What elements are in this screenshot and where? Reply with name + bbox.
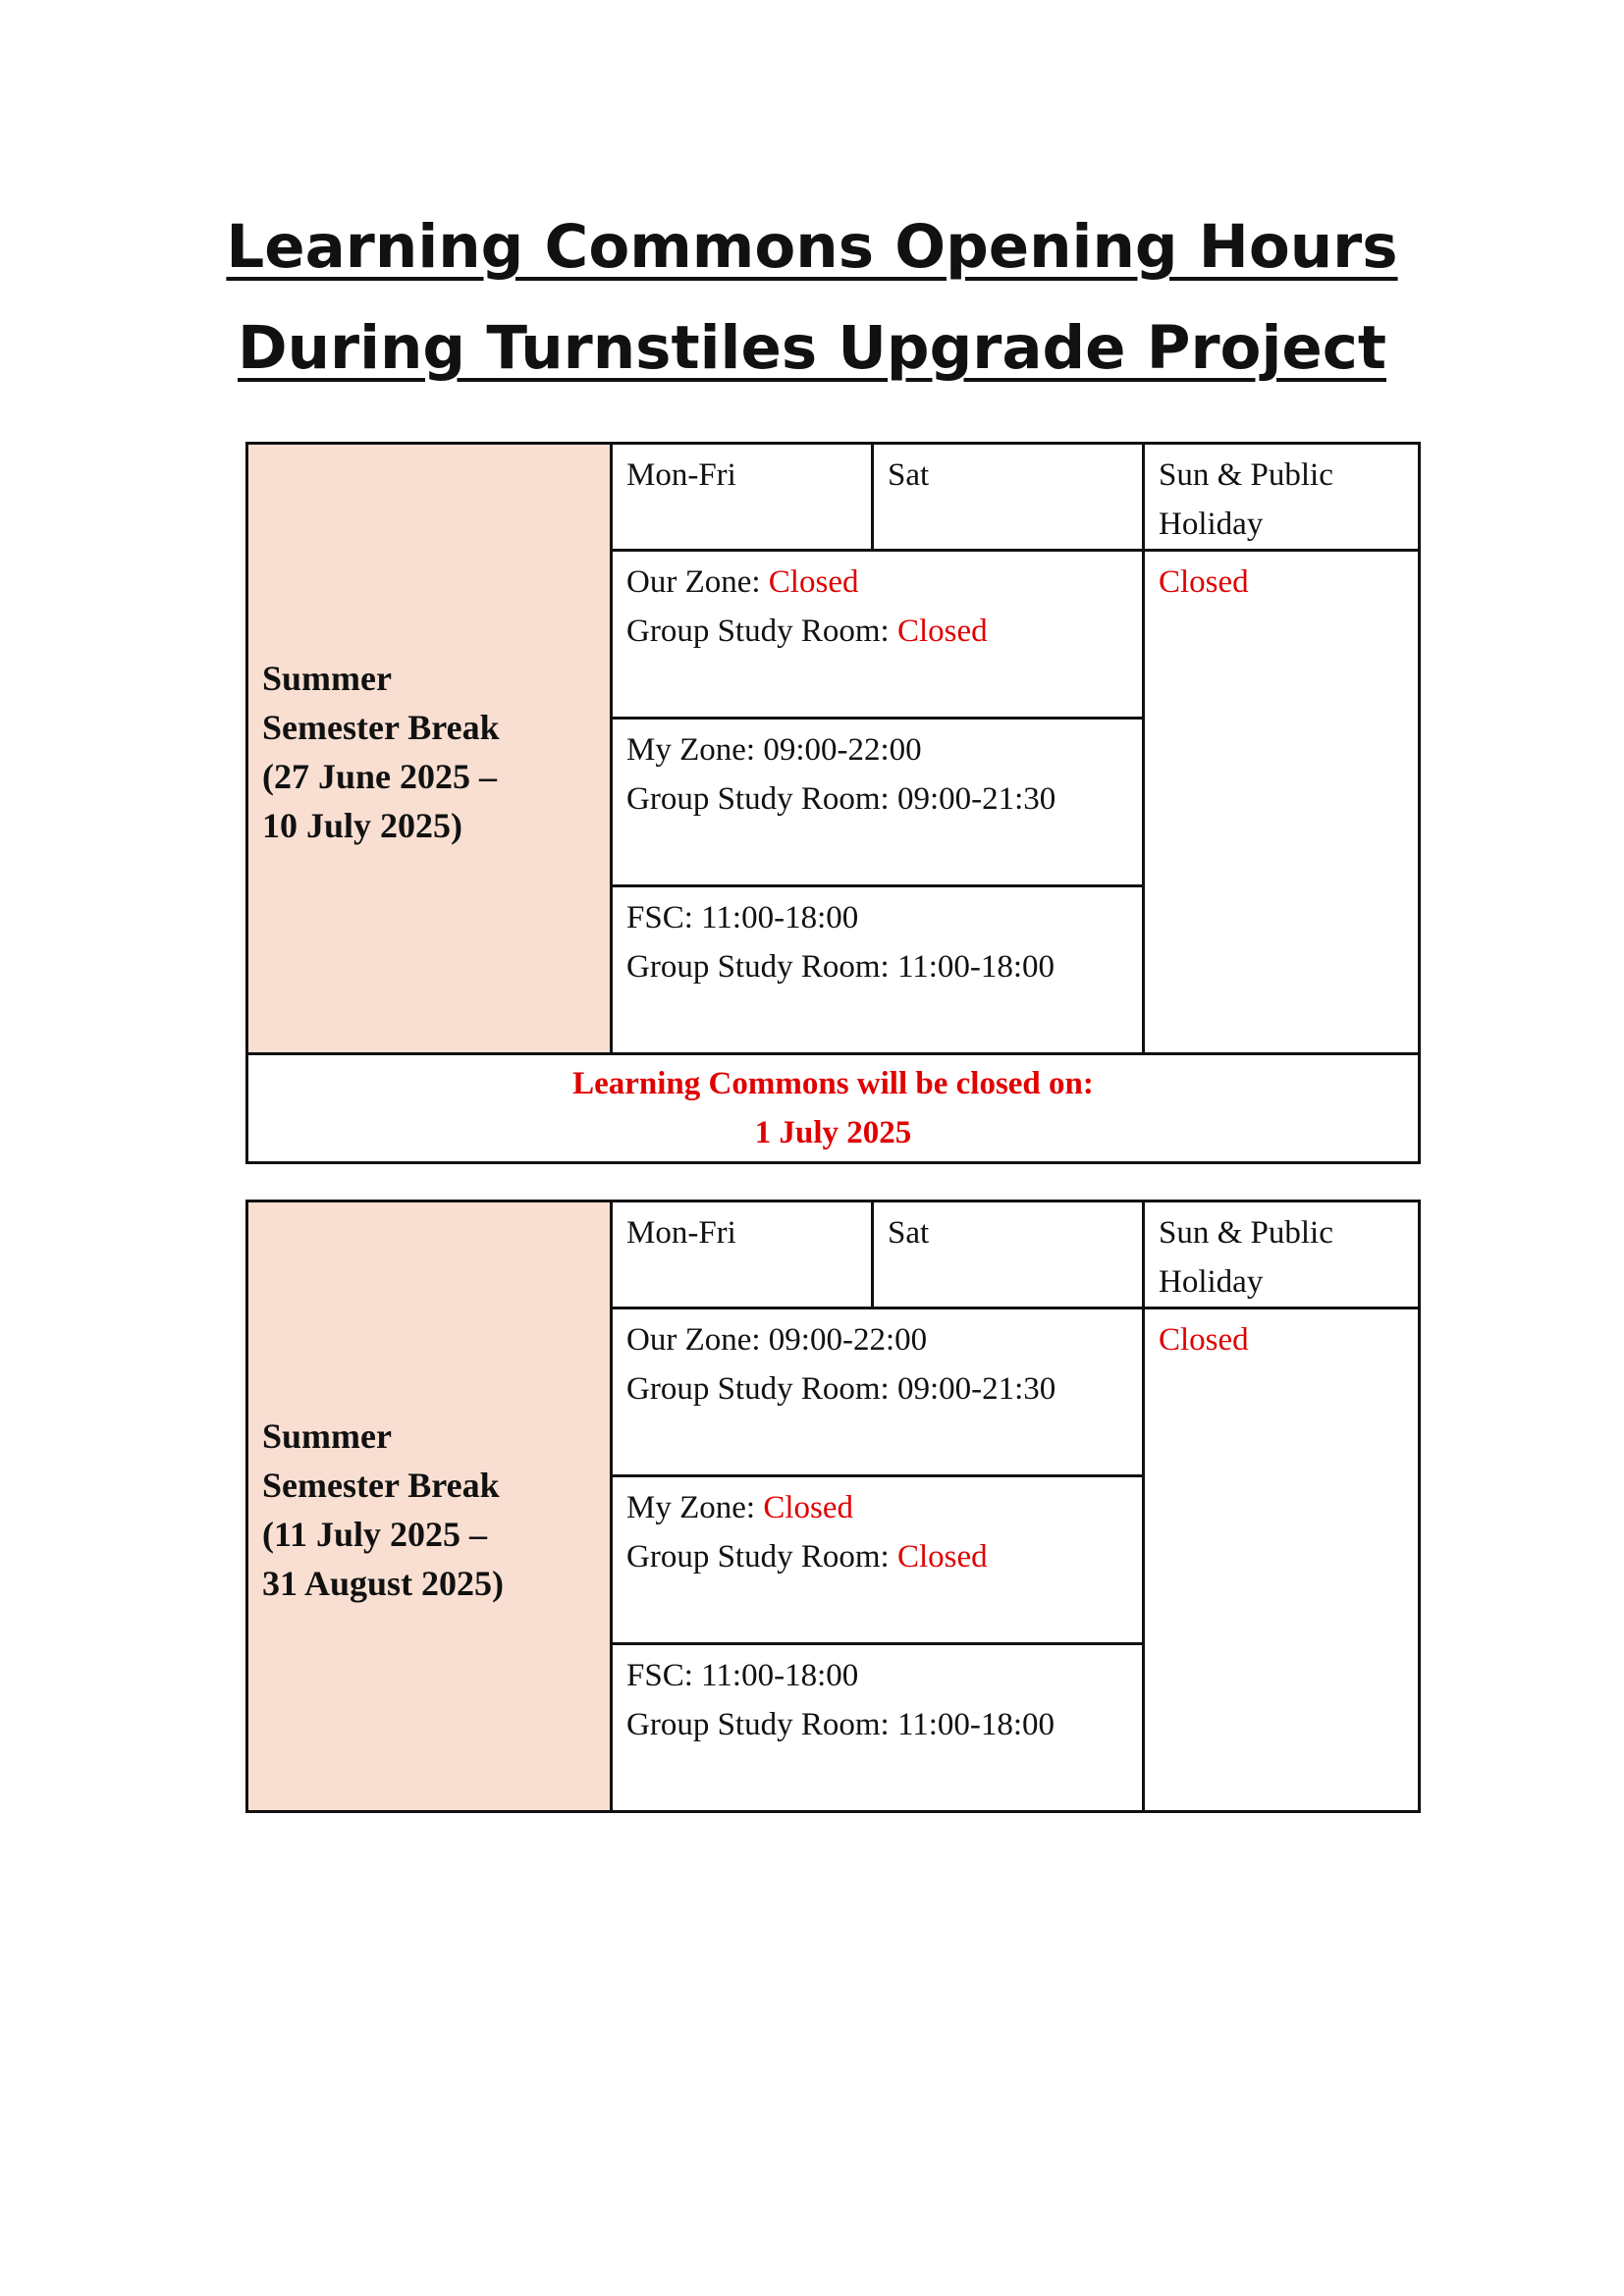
my-zone-cell: My Zone: Closed Group Study Room: Closed xyxy=(612,1476,1144,1644)
fsc-cell: FSC: 11:00-18:00 Group Study Room: 11:00-18:00 xyxy=(612,886,1144,1054)
status-closed: Closed xyxy=(896,614,988,649)
period-cell: Summer Semester Break (27 June 2025 – 10 July 2025) xyxy=(247,444,612,1054)
sun-closed-cell: Closed xyxy=(1144,551,1420,1054)
header-sun-public-holiday: Sun & Public Holiday xyxy=(1144,1201,1420,1308)
our-zone-cell: Our Zone: 09:00-22:00 Group Study Room: 09:00-21:30 xyxy=(612,1308,1144,1476)
schedule-table-1 xyxy=(245,442,1421,1164)
status-closed: Closed xyxy=(763,1490,853,1525)
period-cell: Summer Semester Break (11 July 2025 – 31 August 2025) xyxy=(247,1201,612,1812)
header-sat: Sat xyxy=(873,1201,1144,1308)
closure-note: Learning Commons will be closed on: 1 July 2025 xyxy=(247,1054,1420,1163)
my-zone-cell: My Zone: 09:00-22:00 Group Study Room: 09:00-21:30 xyxy=(612,719,1144,886)
page-title xyxy=(0,196,1624,399)
status-closed: Closed xyxy=(896,1539,988,1575)
sun-closed-cell: Closed xyxy=(1144,1308,1420,1812)
title-line-2: During Turnstiles Upgrade Project xyxy=(237,313,1387,383)
schedule-table-2 xyxy=(245,1200,1421,1813)
our-zone-cell: Our Zone: Closed Group Study Room: Closed xyxy=(612,551,1144,719)
header-sun-public-holiday: Sun & Public Holiday xyxy=(1144,444,1420,551)
title-line-1: Learning Commons Opening Hours xyxy=(226,212,1398,282)
header-mon-fri: Mon-Fri xyxy=(612,444,873,551)
header-sat: Sat xyxy=(873,444,1144,551)
header-mon-fri: Mon-Fri xyxy=(612,1201,873,1308)
status-closed: Closed xyxy=(768,564,859,600)
fsc-cell: FSC: 11:00-18:00 Group Study Room: 11:00-18:00 xyxy=(612,1644,1144,1812)
